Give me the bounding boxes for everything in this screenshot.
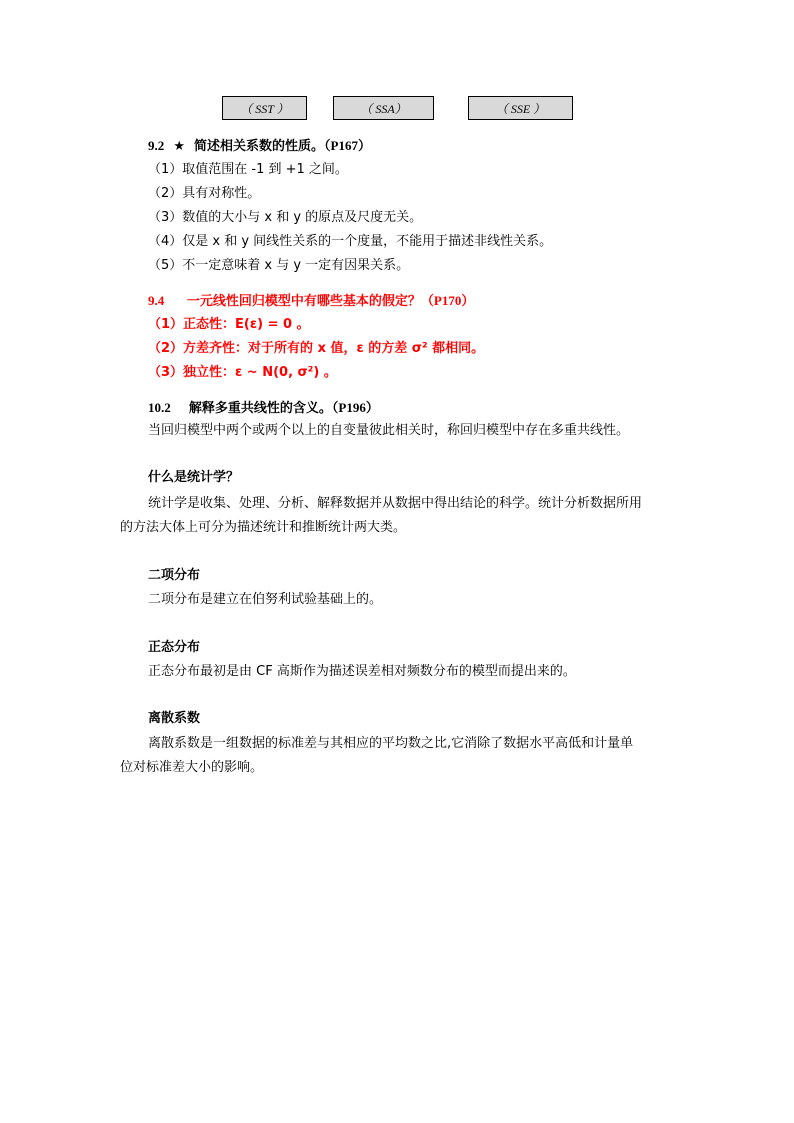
star-icon: ★ <box>173 139 185 154</box>
q94-page-ref: （P170） <box>420 293 475 308</box>
q92-item: （3）数值的大小与 x 和 y 的原点及尺度无关。 <box>148 210 423 225</box>
q102-heading <box>148 400 379 417</box>
q94-item: （2）方差齐性：对于所有的 x 值，ε 的方差 σ² 都相同。 <box>148 341 485 356</box>
section-body: 的方法大体上可分为描述统计和推断统计两大类。 <box>120 520 407 535</box>
section-heading: 什么是统计学？ <box>148 470 240 485</box>
section-heading: 二项分布 <box>148 568 201 583</box>
q102-title: 解释多重共线性的含义。 <box>188 401 332 416</box>
section-heading: 正态分布 <box>148 640 201 655</box>
section-body: 正态分布最初是由 CF 高斯作为描述误差相对频数分布的模型而提出来的。 <box>148 664 576 679</box>
q94-item: （1）正态性：E(ε) = 0 。 <box>148 317 310 332</box>
q92-item: （4）仅是 x 和 y 间线性关系的一个度量，不能用于描述非线性关系。 <box>148 234 553 249</box>
sst-box: （ SST ） <box>222 96 307 120</box>
q92-number: 9.2 <box>148 138 165 153</box>
q92-item: （5）不一定意味着 x 与 y 一定有因果关系。 <box>148 258 410 273</box>
section-body: 二项分布是建立在伯努利试验基础上的。 <box>148 592 383 607</box>
q92-item: （1）取值范围在 -1 到 +1 之间。 <box>148 162 348 177</box>
sum-of-squares-boxes <box>0 96 794 122</box>
ssa-box: （ SSA） <box>333 96 434 120</box>
q94-item: （3）独立性：ε ~ N(0, σ²) 。 <box>148 365 337 380</box>
q102-page-ref: （P196） <box>331 400 379 415</box>
q102-number: 10.2 <box>148 400 171 415</box>
q92-page-ref: （P167） <box>324 138 371 153</box>
section-body: 位对标准差大小的影响。 <box>120 760 264 775</box>
section-body: 统计学是收集、处理、分析、解释数据并从数据中得出结论的科学。统计分析数据所用 <box>148 496 643 511</box>
q94-heading <box>148 293 474 310</box>
q92-item: （2）具有对称性。 <box>148 186 261 201</box>
sse-box: （ SSE ） <box>468 96 573 120</box>
q92-heading <box>148 138 371 155</box>
section-body: 离散系数是一组数据的标准差与其相应的平均数之比,它消除了数据水平高低和计量单 <box>148 736 634 751</box>
q94-title: 一元线性回归模型中有哪些基本的假定？ <box>186 294 421 309</box>
section-heading: 离散系数 <box>148 711 201 726</box>
q94-number: 9.4 <box>148 293 165 308</box>
q102-answer: 当回归模型中两个或两个以上的自变量彼此相关时，称回归模型中存在多重共线性。 <box>148 423 630 438</box>
q92-title: 简述相关系数的性质。 <box>194 139 325 154</box>
